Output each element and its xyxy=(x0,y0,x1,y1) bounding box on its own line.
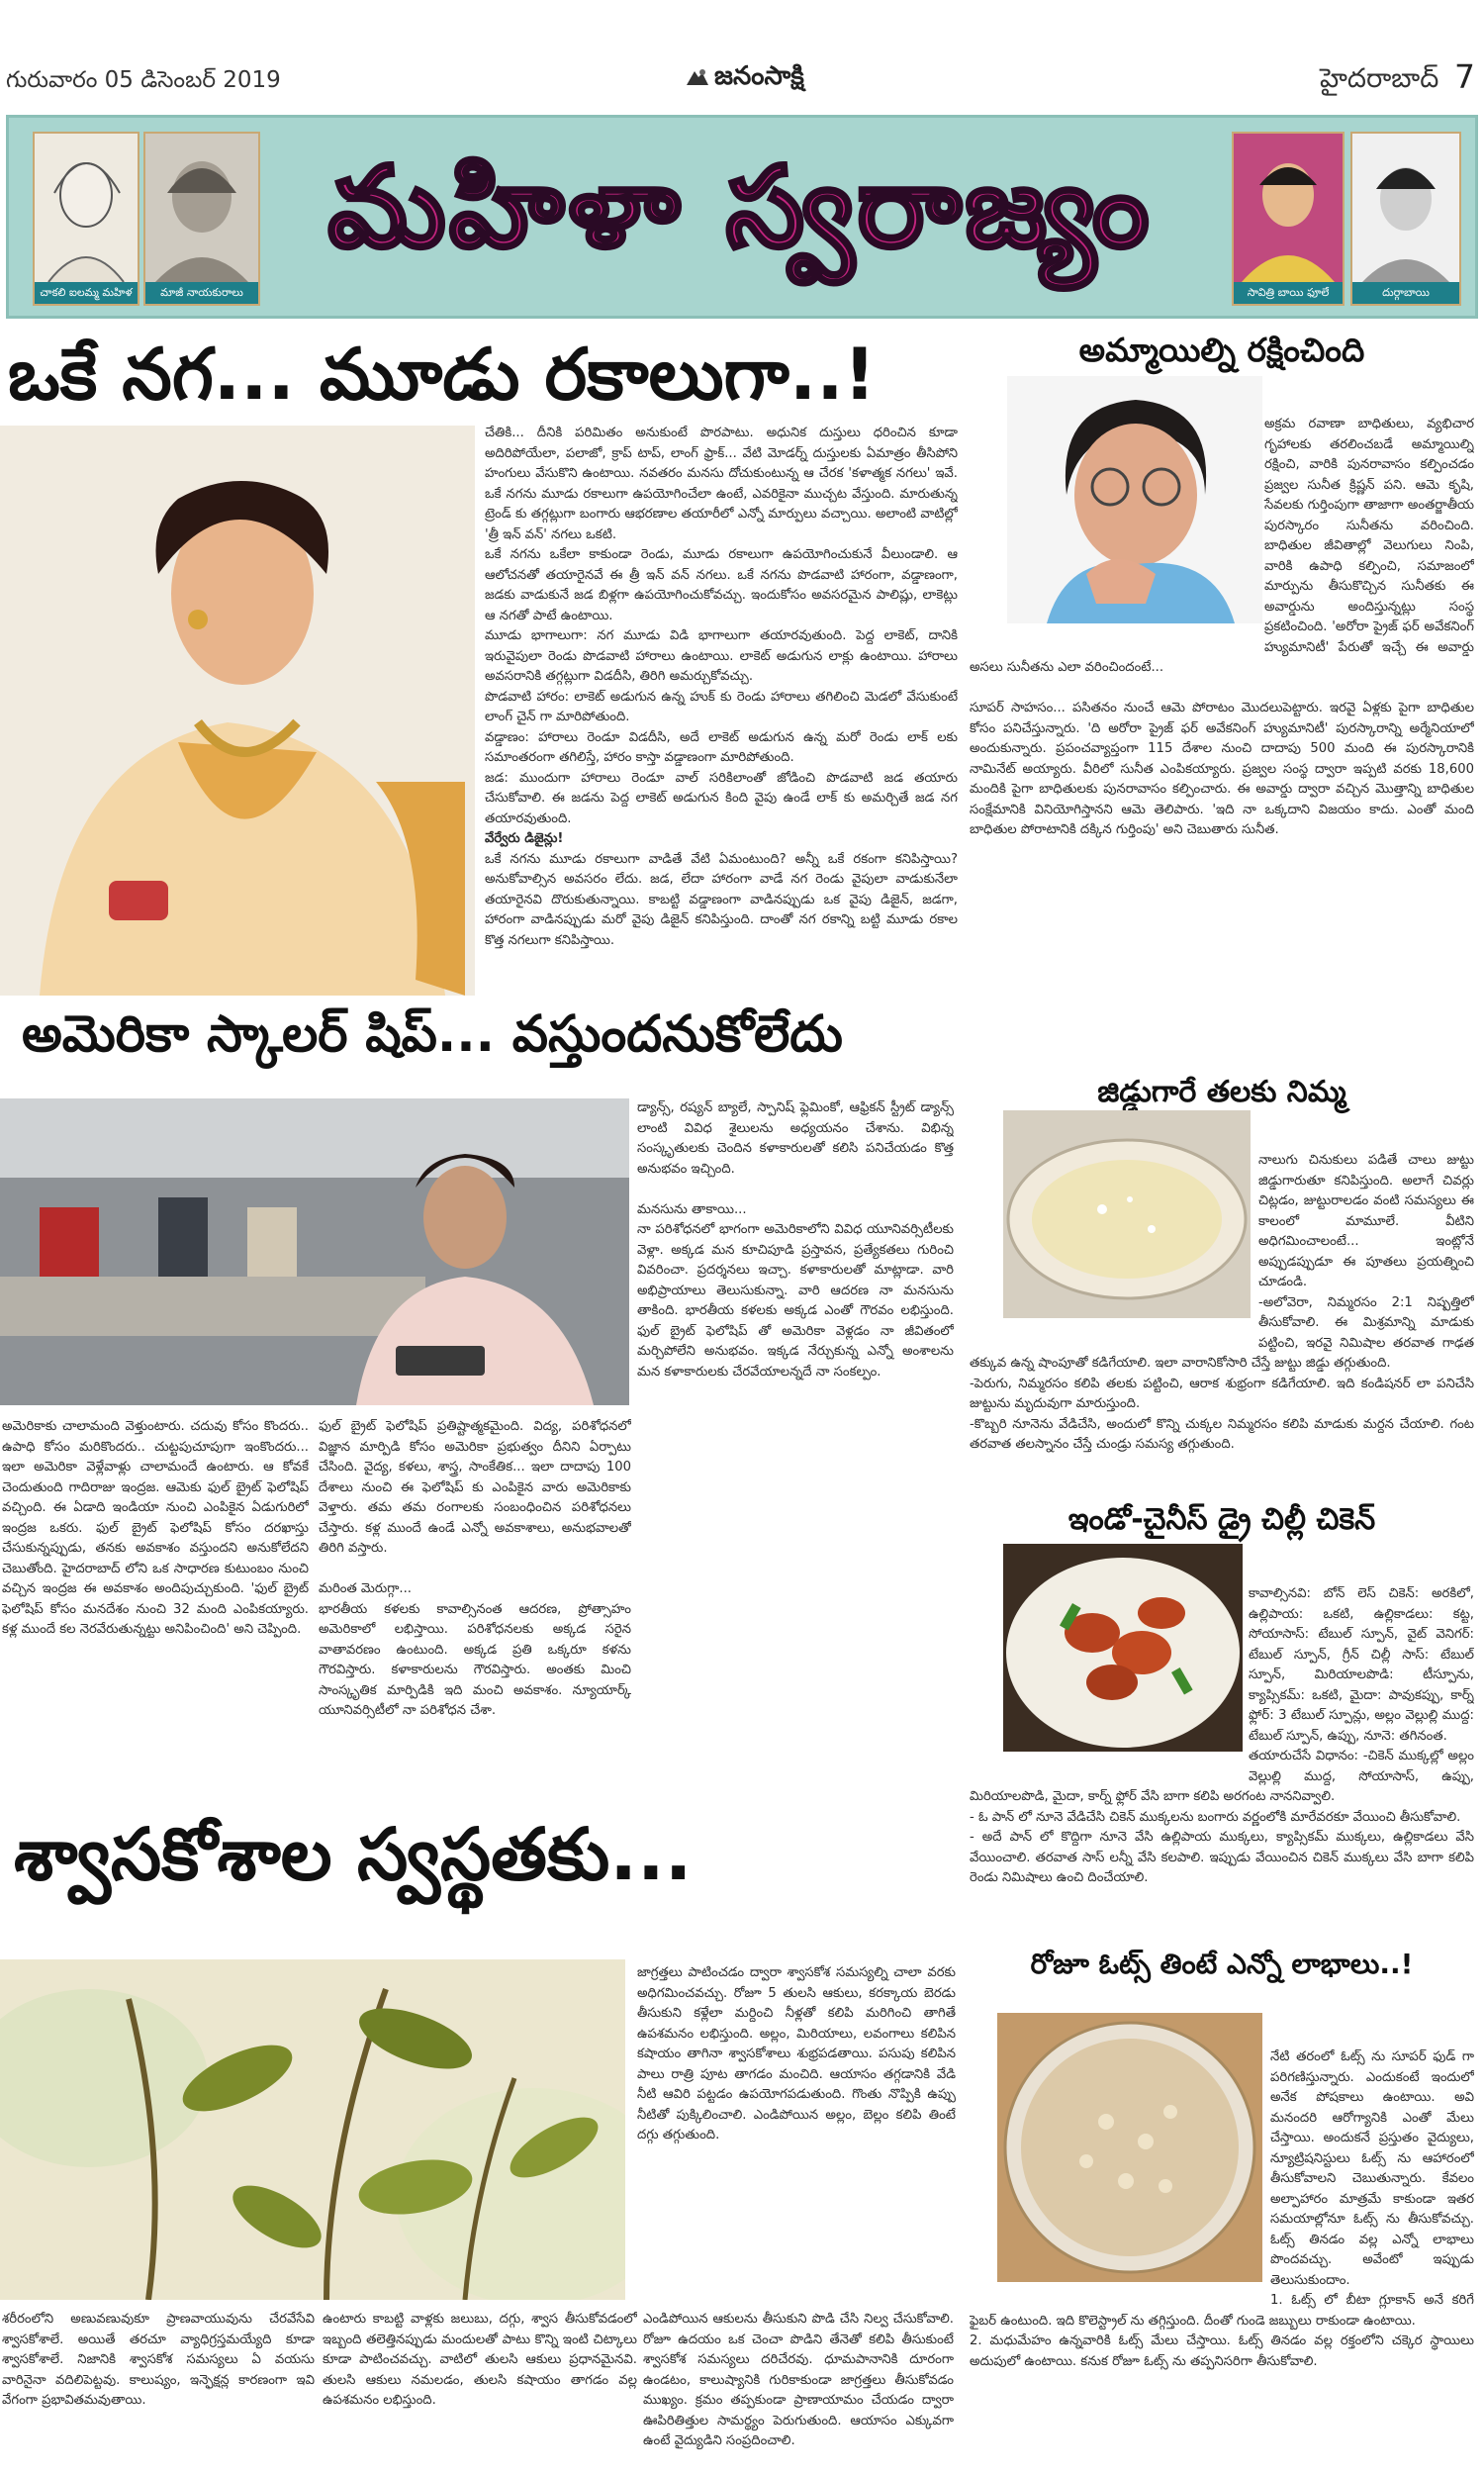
portrait-1 xyxy=(33,132,139,306)
article1-body xyxy=(485,424,958,998)
paragraph: మూడు భాగాలుగా: నగ మూడు విడి భాగాలుగా తయారవుతుంది. పెద్ద లాకెట్, దానికి ఇరువైపులా రెండు పొడవాటి హారాలు ఉంటాయి. లాకెట్ అడుగున లాక్లు ఉంటాయి. హారాలు అవసరానికి తగ్గట్లుగా విడదీసి, తిరిగి అమర్చుకోవచ్చు. xyxy=(485,628,958,684)
sidebar4-body xyxy=(970,2007,1474,2468)
sidebar4-text: నేటి తరంలో ఓట్స్ ను సూపర్ ఫుడ్ గా పరిగణిస్తున్నారు. ఎందుకంటే ఇందులో అనేక పోషకాలు ఉంటాయి. అవి మనందరి ఆరోగ్యానికి ఎంతో మేలు చేస్తాయి. అందుకనే ప్రస్తుతం వైద్యులు, న్యూట్రిషనిస్టులు ఓట్స్ ను ఆహారంలో తీసుకోవాలని చెబుతున్నారు. కేవలం అల్పాహారం మాత్రమే కాకుండా ఇతర సమయాల్లోనూ ఓట్స్ ను తీసుకోవచ్చు. ఓట్స్ తినడం వల్ల ఎన్నో లాభాలు పొందవచ్చు. అవేంటో ఇప్పుడు తెలుసుకుందాం. 1. ఓట్స్ లో బీటా గ్లూకాన్ అనే కరిగే ఫైబర్ ఉంటుంది. ఇది కొలెస్ట్రాల్ ను తగ్గిస్తుంది. దీంతో గుండె జబ్బులు రాకుండా ఉంటాయి. 2. మధుమేహం ఉన్నవారికి ఓట్స్ మేలు చేస్తాయి. ఓట్స్ తినడం వల్ల రక్తంలోని చక్కెర స్థాయిలు అదుపులో ఉంటాయి. కనుక రోజూ ఓట్స్ ను తప్పనిసరిగా తీసుకోవాలి. xyxy=(970,2049,1474,2369)
masthead-banner xyxy=(6,115,1478,319)
subheading: వేర్వేరు డిజైన్లు! xyxy=(485,831,564,846)
article2-photo-conference xyxy=(0,1098,629,1405)
portrait-caption: మాజీ నాయకురాలు xyxy=(145,282,258,304)
article3-col2: ఉంటారు కాబట్టి వాళ్లకు జలుబు, దగ్గు, శ్వాస తీసుకోవడంలో ఇబ్బంది తలెత్తినప్పుడు మందులతో పాటు కొన్ని ఇంటి చిట్కాలు కూడా పాటించవచ్చు. వాటిలో తులసి ఆకులు ప్రధానమైనవి. తులసి ఆకులు నమలడం, తులసి కషాయం తాగడం వల్ల ఉపశమనం లభిస్తుంది. xyxy=(323,2312,637,2408)
sidebar3-method: తయారుచేసే విధానం: -చికెన్ ముక్కల్లో అల్లం వెల్లుల్లి ముద్ద, సోయాసాస్, ఉప్పు, మిరియాలపొడి, మైదా, కార్న్ ఫ్లోర్ వేసి బాగా కలిపి అరగంట నాననివ్వాలి. - ఓ పాన్ లో నూనె వేడిచేసి చికెన్ ముక్కలను బంగారు వర్ణంలోకి మారేవరకూ వేయించి తీసుకోవాలి. - అదే పాన్ లో కొద్దిగా నూనె వేసి ఉల్లిపాయ ముక్కలు, క్యాప్సికమ్ ముక్కలు, ఉల్లికాడలు వేసి వేయించాలి. తరవాత సాస్ లన్నీ వేసి కలపాలి. ఇప్పుడు వేయించిన చికెన్ ముక్కలు వేసి బాగా కలిపి రెండు నిమిషాలు ఉంచి దించేయాలి. xyxy=(970,1749,1474,1885)
city-name: హైదరాబాద్ xyxy=(1320,63,1439,94)
article3-headline: శ్వాసకోశాల స్వస్థతకు... xyxy=(14,1813,693,1897)
article3-col3: జాగ్రత్తలు పాటించడం ద్వారా శ్వాసకోశ సమస్యల్ని చాలా వరకు అధిగమించవచ్చు. రోజూ 5 తులసి ఆకులు, కరక్కాయ బెరడు తీసుకుని కళ్లేలా మర్దించి నీళ్లతో కలిపి మరిగించి తాగితే ఉపశమనం లభిస్తుంది. అల్లం, మిరియాలు, లవంగాలు కలిపిన కషాయం తాగినా శ్వాసకోశాలు శుభ్రపడతాయి. పసుపు కలిపిన పాలు రాత్రి పూట తాగడం మంచిది. ఆయాసం తగ్గడానికి వేడి నీటి ఆవిరి పట్టడం ఉపయోగపడుతుంది. గొంతు నొప్పికి ఉప్పు నీటితో పుక్కిలించాలి. ఎండిపోయిన అల్లం, బెల్లం కలిపి తింటే దగ్గు తగ్గుతుంది. xyxy=(637,1965,956,2142)
portrait-2 xyxy=(143,132,260,306)
paragraph: ఒకే నగను ఒకేలా కాకుండా రెండు, మూడు రకాలుగా ఉపయోగించుకునే వీలుండాలి. ఆ ఆలోచనతో తయారైనవే ఈ త్రీ ఇన్ వన్ నగలు. ఒకే నగను పొడవాటి హారంగా, వడ్డాణంగా, జడకు వాడుకునే జడ బిళ్లగా ఉపయోగించుకోవచ్చు. ఇందుకోసం అవసరమైన పాలిష్లు, లాకెట్లు ఆ నగతో పాటే ఉంటాయి. xyxy=(485,547,958,623)
paper-logo xyxy=(685,61,833,97)
sidebar3-body xyxy=(970,1544,1474,1940)
sidebar3-headline: ఇండో-చైనీస్ డ్రై చిల్లీ చికెన్ xyxy=(1067,1502,1376,1537)
portrait-caption: దుర్గాబాయి xyxy=(1352,282,1459,304)
sidebar2-text: నాలుగు చినుకులు పడితే చాలు జుట్టు జిడ్డుగారుతూ కనిపిస్తుంది. అలాగే చివర్లు చిట్లడం, జుట్టురాలడం వంటి సమస్యలు ఈ కాలంలో మామూలే. వీటిని అధిగమించాలంటే... ఇంట్లోనే అప్పుడప్పుడూ ఈ పూతలు ప్రయత్నించి చూడండి. -అలోవెరా, నిమ్మరసం 2:1 నిష్పత్తిలో తీసుకోవాలి. ఈ మిశ్రమాన్ని మాడుకు పట్టించి, ఇరవై నిమిషాల తరవాత గాఢత తక్కువ ఉన్న షాంపూతో కడిగేయాలి. ఇలా వారానికోసారి చేస్తే జుట్టు జిడ్డు తగ్గుతుంది. -పెరుగు, నిమ్మరసం కలిపి తలకు పట్టించి, ఆరాక శుభ్రంగా కడిగేయాలి. ఇది కండిషనర్ లా పనిచేసి జుట్టును మృదువుగా మారుస్తుంది. -కొబ్బరి నూనెను వేడిచేసి, అందులో కొన్ని చుక్కల నిమ్మరసం కలిపి మాడుకు మర్దన చేయాలి. గంట తరవాత తలస్నానం చేస్తే చుండ్రు సమస్య తగ్గుతుంది. xyxy=(970,1153,1474,1452)
article2-col2: ఫుల్ బ్రైట్ ఫెలోషిప్ ప్రతిష్టాత్మకమైంది. విద్య, పరిశోధనలో విజ్ఞాన మార్పిడి కోసం అమెరికా ప్రభుత్వం దీనిని ఏర్పాటు చేసింది. వైద్య, కళలు, శాస్త్ర, సాంకేతిక... ఇలా దాదాపు 100 దేశాలు నుంచి ఈ ఫెలోషిప్ కు ఎంపికైన వారు అమెరికాకు వెళ్తారు. తమ తమ రంగాలకు సంబంధించిన పరిశోధనలు చేస్తారు. కళ్ల ముందే ఉండే ఎన్నో అవకాశాలు, అనుభవాలతో తిరిగి వస్తారు. మరింత మెరుగ్గా... భారతీయ కళలకు కావాల్సినంత ఆదరణ, ప్రోత్సాహం అమెరికాలో లభిస్తాయి. పరిశోధనలకు అక్కడ సరైన వాతావరణం ఉంటుంది. అక్కడ ప్రతి ఒక్కరూ కళను గౌరవిస్తారు. కళాకారులను గౌరవిస్తారు. అంతకు మించి సాంస్కృతిక మార్పిడికి ఇది మంచి అవకాశం. న్యూయార్క్ యూనివర్సిటీలో నా పరిశోధన చేశా. xyxy=(319,1419,631,1718)
sidebar1-body xyxy=(970,374,1474,1067)
article3-col4: ఎండిపోయిన ఆకులను తీసుకుని పొడి చేసి నిల్వ చేసుకోవాలి. రోజూ ఉదయం ఒక చెంచా పొడిని తేనెతో కలిపి తీసుకుంటే శ్వాసకోశ సమస్యలు దరిచేరవు. ధూమపానానికి దూరంగా ఉండటం, కాలుష్యానికి గురికాకుండా జాగ్రత్తలు తీసుకోవడం ముఖ్యం. క్రమం తప్పకుండా ప్రాణాయామం చేయడం ద్వారా ఊపిరితిత్తుల సామర్థ్యం పెరుగుతుంది. ఆయాసం ఎక్కువగా ఉంటే వైద్యుడిని సంప్రదించాలి. xyxy=(643,2312,954,2448)
portrait-3 xyxy=(1232,132,1345,306)
sidebar1-headline: అమ్మాయిల్ని రక్షించింది xyxy=(1078,331,1365,369)
paragraph: వడ్డాణం: హారాలు రెండూ విడదీసి, అదే లాకెట్ అడుగున ఉన్న మరో రెండు లాక్ లకు సమాంతరంగా తగిలిస్తే, హారం కాస్తా వడ్డాణంగా మారిపోతుంది. xyxy=(485,729,958,765)
article2-headline: అమెరికా స్కాలర్ షిప్... వస్తుందనుకోలేదు xyxy=(22,1005,843,1064)
article2-col3: డ్యాన్స్, రష్యన్ బ్యాలే, స్పానిష్ ఫ్లెమింకో, ఆఫ్రికన్ స్ట్రీట్ డ్యాన్స్ లాంటి వివిధ శైలులను అధ్యయనం చేశాను. విభిన్న సంస్కృతులకు చెందిన కళాకారులతో కలిసి పనిచేయడం కొత్త అనుభవం ఇచ్చింది. మనసును తాకాయి... నా పరిశోధనలో భాగంగా అమెరికాలోని వివిధ యూనివర్సిటీలకు వెళ్లా. అక్కడ మన కూచిపూడి ప్రస్తావన, ప్రత్యేకతలు గురించి వివరించా. ప్రదర్శనలు ఇచ్చా. కళాకారులతో మాట్లాడా. వారి అభిప్రాయాలు తెలుసుకున్నా. వారి ఆదరణ నా మనసును తాకింది. భారతీయ కళలకు అక్కడ ఎంతో గౌరవం లభిస్తుంది. ఫుల్ బ్రైట్ ఫెలోషిప్ తో అమెరికా వెళ్లడం నా జీవితంలో మర్చిపోలేని అనుభవం. ఇక్కడ నేర్చుకున్న ఎన్నో అంశాలను మన కళాకారులకు చేరవేయాలన్నదే నా సంకల్పం. xyxy=(637,1100,954,1380)
sidebar3-ingredients: కావాల్సినవి: బోన్ లెస్ చికెన్: అరకిలో, ఉల్లిపాయ: ఒకటి, ఉల్లికాడలు: కట్ట, సోయాసాస్: టేబుల్ స్పూన్, వైట్ వెనిగర్: టేబుల్ స్పూన్, గ్రీన్ చిల్లీ సాస్: టేబుల్ స్పూన్, మిరియాలపొడి: టీస్పూను, క్యాప్సికమ్: ఒకటి, మైదా: పావుకప్పు, కార్న్ ఫ్లోర్: 3 టేబుల్ స్పూన్లు, అల్లం వెల్లుల్లి ముద్ద: టేబుల్ స్పూన్, ఉప్పు, నూనె: తగినంత. xyxy=(1249,1586,1474,1744)
portrait-caption: సావిత్రి బాయి ఫూలే xyxy=(1234,282,1343,304)
paragraph: జడ: ముందుగా హారాలు రెండూ వాల్ సరికిలాంతో జోడించి పొడవాటి జడ తయారు చేసుకోవాలి. ఈ జడను పెద్ద లాకెట్ అడుగున కింది వైపు ఉండే లాక్ కు అమర్చితే జడ నగ తయారవుతుంది. xyxy=(485,770,958,826)
sidebar2-headline: జిడ్డుగారే తలకు నిమ్మ xyxy=(1097,1075,1346,1109)
paragraph: పొడవాటి హారం: లాకెట్ అడుగున ఉన్న హుక్ కు రెండు హారాలు తగిలించి మెడలో వేసుకుంటే లాంగ్ చైన్ గా మారిపోతుంది. xyxy=(485,689,958,724)
article1-photo-bride xyxy=(0,426,475,996)
issue-date: గురువారం 05 డిసెంబర్ 2019 xyxy=(6,67,281,93)
paper-name: జనంసాక్షి xyxy=(714,61,804,91)
paragraph: ఒకే నగను మూడు రకాలుగా వాడితే వేటి ఏమంటుంది? అన్నీ ఒకే రకంగా కనిపిస్తాయి? అనుకోవాల్సిన అవసరం లేదు. జడ, లేదా హారంగా వాడే నగ రెండు వైపులా వాడుకునేలా తయారైనవి దొరుకుతున్నాయి. కాబట్టి వడ్డాణంగా వాడినప్పుడు ఒక వైపు డిజైన్, జడగా, హారంగా వాడినప్పుడు మరో వైపు డిజైన్ కనిపిస్తుంది. దాంతో నగ రకాన్ని బట్టి మూడు రకాల కొత్త నగలుగా కనిపిస్తాయి. xyxy=(485,851,958,948)
article1-headline: ఒకే నగ... మూడు రకాలుగా..! xyxy=(8,333,877,416)
article3-photo-tulsi xyxy=(0,1959,625,2300)
sidebar1-text: అక్రమ రవాణా బాధితులు, వ్యభిచార గృహాలకు తరలించబడే అమ్మాయిల్ని రక్షించి, వారికి పునరావాసం కల్పించడం ప్రజ్వల సునీత క్రిష్ణన్ పని. ఆమె కృషి, సేవలకు గుర్తింపుగా తాజాగా అంతర్జాతీయ పురస్కారం సునీతను వరించింది. బాధితుల జీవితాల్లో వెలుగులు నింపి, వారికి ఉపాధి కల్పించి, సమాజంలో మార్పును తీసుకొచ్చిన సునీతకు ఈ అవార్డును అందిస్తున్నట్లు సంస్థ ప్రకటించింది. 'అరోరా ప్రైజ్ ఫర్ అవేకనింగ్ హ్యుమానిటీ' పేరుతో ఇచ్చే ఈ అవార్డు అసలు సునీతను ఎలా వరించిందంటే... సూపర్ సాహసం... పసితనం నుంచే ఆమె పోరాటం మొదలుపెట్టారు. ఇరవై ఏళ్లకు పైగా బాధితుల కోసం పనిచేస్తున్నారు. 'ది అరోరా ప్రైజ్ ఫర్ అవేకనింగ్ హ్యుమానిటీ' పురస్కారాన్ని అర్మేనియాలో అందుకున్నారు. ప్రపంచవ్యాప్తంగా 115 దేశాల నుంచి దాదాపు 500 మంది ఈ పురస్కారానికి నామినేట్ అయ్యారు. వీరిలో సునీత ఎంపికయ్యారు. ప్రజ్వల సంస్థ ద్వారా ఇప్పటి వరకు 18,600 మందికి పైగా బాధితులకు పునరావాసం కల్పించారు. ఈ అవార్డు ద్వారా వచ్చిన మొత్తాన్ని బాధితుల సంక్షేమానికి వినియోగిస్తానని ఆమె తెలిపారు. 'ఇది నా ఒక్కదాని విజయం కాదు. ఎంతో మంది బాధితుల పోరాటానికి దక్కిన గుర్తింపు' అని చెబుతారు సునీత. xyxy=(970,417,1474,837)
page-number: 7 xyxy=(1454,57,1475,96)
paragraph: చేతికి... దీనికి పరిమితం అనుకుంటే పొరపాటు. అధునిక దుస్తులు ధరించిన కూడా అదిరిపోయేలా, పలాజో, క్రాప్ టాప్, లాంగ్ ఫ్రాక్... వేటి మోడర్న్ దుస్తులకు ఏమాత్రం తీసిపోని హంగులు వేసుకొని ఉంటాయి. నవతరం మనసు దోచుకుంటున్న ఆ చేరక 'కళాత్మక నగలు' ఇవే. ఒకే నగను మూడు రకాలుగా ఉపయోగించేలా ఉంటే, ఎవరికైనా ముచ్చట వేస్తుంది. మారుతున్న ట్రెండ్ కు తగ్గట్లుగా బంగారు ఆభరణాల తయారీలో ఎన్నో మార్పులు వచ్చాయి. అలాంటి వాటిల్లో 'త్రీ ఇన్ వన్' నగలు ఒకటి. xyxy=(485,426,958,542)
portrait-caption: చాకలి ఐలమ్మ మహిళ xyxy=(35,282,138,304)
sidebar2-body xyxy=(970,1110,1474,1496)
logo-emblem-icon xyxy=(685,67,710,89)
portrait-4 xyxy=(1350,132,1461,306)
masthead-title: మహిళా స్వరాజ్యం xyxy=(327,143,1154,272)
article3-col1: శరీరంలోని అణువణువుకూ ప్రాణవాయువును చేరవేసేవి శ్వాసకోశాలే. అయితే తరచూ వ్యాధిగ్రస్తమయ్యేది కూడా శ్వాసకోశాలే. నిజానికి శ్వాసకోశ సమస్యలు ఏ వయసు వారినైనా వదిలిపెట్టవు. కాలుష్యం, ఇన్ఫెక్షన్ల కారణంగా ఇవి వేగంగా ప్రభావితమవుతాయి. xyxy=(2,2312,315,2408)
sidebar4-headline: రోజూ ఓట్స్ తింటే ఎన్నో లాభాలు..! xyxy=(1030,1948,1414,1980)
article2-col1: అమెరికాకు చాలామంది వెళ్తుంటారు. చదువు కోసం కొందరు.. ఉపాధి కోసం మరికొందరు.. చుట్టపుచూపుగా ఇంకొందరు... ఇలా అమెరికా వెళ్లేవాళ్లు చాలామందే ఉంటారు. ఆ కోవకే చెందుతుంది గాదిరాజు ఇంద్రజ. ఆమెకు ఫుల్ బ్రైట్ ఫెలోషిప్ వచ్చింది. ఈ ఏడాది ఇండియా నుంచి ఎంపికైన ఏడుగురిలో ఇంద్రజ ఒకరు. ఫుల్ బ్రైట్ ఫెలోషిప్ కోసం దరఖాస్తు చేసుకున్నప్పుడు, తనకు అవకాశం వస్తుందని అనుకోలేదని చెబుతోంది. హైదరాబాద్ లోని ఒక సాధారణ కుటుంబం నుంచి వచ్చిన ఇంద్రజ ఈ అవకాశం అందిపుచ్చుకుంది. 'ఫుల్ బ్రైట్ ఫెలోషిప్ కోసం మనదేశం నుంచి 32 మంది ఎంపికయ్యారు. కళ్ల ముందే కల నెరవేరుతున్నట్టు అనిపించింది' అని చెప్పింది. xyxy=(2,1419,309,1637)
